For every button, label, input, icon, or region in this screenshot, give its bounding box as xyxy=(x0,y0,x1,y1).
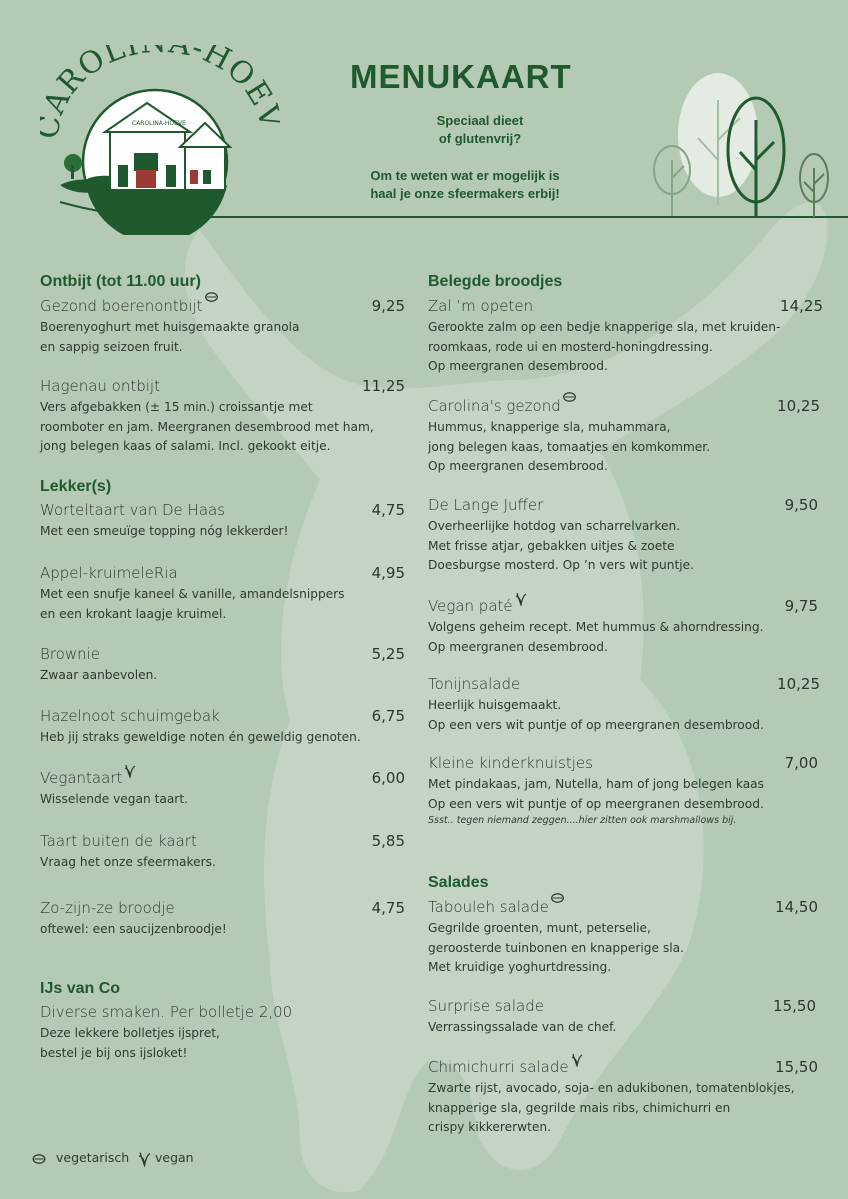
item-description: Heerlijk huisgemaakt. Op een vers wit puntje of op meergranen desembrood. xyxy=(428,698,764,732)
item-description: Zwarte rijst, avocado, soja- en adukibonen, tomatenblokjes, knapperige sla, gegrilde mais ribs, chimichurri en crispy kikkererwten. xyxy=(428,1081,795,1134)
menu-item xyxy=(40,500,405,542)
item-name: Diverse smaken. Per bolletje 2,00 xyxy=(40,1003,293,1021)
menu-item xyxy=(40,376,405,457)
item-name: Gezond boerenontbijt xyxy=(40,297,203,315)
item-price: 9,50 xyxy=(784,496,818,514)
item-name: Zo-zijn-ze broodje xyxy=(40,899,175,917)
item-price: 5,25 xyxy=(371,645,405,663)
menu-item xyxy=(428,674,820,735)
item-note: Ssst.. tegen niemand zeggen....hier zitten ook marshmallows bij. xyxy=(428,815,737,826)
vegetarian-icon xyxy=(205,292,218,302)
item-price: 4,75 xyxy=(371,501,405,519)
item-description: Deze lekkere bolletjes ijspret, bestel je bij ons ijsloket! xyxy=(40,1026,220,1060)
item-description: Met een snufje kaneel & vanille, amandelsnippers en een krokant laagje kruimel. xyxy=(40,587,345,621)
item-price: 4,75 xyxy=(371,899,405,917)
item-description: Heb jij straks geweldige noten én geweldig genoten. xyxy=(40,730,361,744)
item-price: 9,75 xyxy=(784,597,818,615)
item-price: 4,95 xyxy=(371,564,405,582)
vegan-icon xyxy=(515,592,527,606)
item-name: Tabouleh salade xyxy=(428,898,549,916)
menu-item xyxy=(40,898,405,940)
svg-text:CAROLINA-HOEVE: CAROLINA-HOEVE xyxy=(132,120,186,127)
item-price: 10,25 xyxy=(777,675,820,693)
item-description: Overheerlijke hotdog van scharrelvarken. Met frisse atjar, gebakken uitjes & zoete Doesburgse mosterd. Op ’n vers wit puntje. xyxy=(428,519,694,572)
item-name: Kleine kinderknuistjes xyxy=(428,754,593,772)
menu-item xyxy=(40,768,405,810)
vegan-icon xyxy=(124,764,136,778)
item-price: 9,25 xyxy=(371,297,405,315)
item-description: Zwaar aanbevolen. xyxy=(40,668,158,682)
item-price: 6,75 xyxy=(371,707,405,725)
vegan-icon xyxy=(571,1053,583,1067)
item-price: 10,25 xyxy=(777,397,820,415)
item-description: Met pindakaas, jam, Nutella, ham of jong belegen kaas Op een vers wit puntje of op meergranen desembrood. xyxy=(428,777,764,811)
section-title-ontbijt: Ontbijt (tot 11.00 uur) xyxy=(40,273,201,290)
item-description: Gegrilde groenten, munt, peterselie, geroosterde tuinbonen en knapperige sla. Met kruidige yoghurtdressing. xyxy=(428,921,684,974)
menu-item xyxy=(428,296,823,377)
item-price: 15,50 xyxy=(773,997,816,1015)
section-title-salades: Salades xyxy=(428,874,489,891)
item-description: Vers afgebakken (± 15 min.) croissantje met roomboter en jam. Meergranen desembrood met ham, jong belegen kaas of salami. Incl. gekookt eitje. xyxy=(40,400,374,453)
item-price: 15,50 xyxy=(775,1058,818,1076)
section-title-ijs: IJs van Co xyxy=(40,980,121,997)
logo-text: AROLI -HOE xyxy=(40,45,280,120)
legend-vegan: vegan xyxy=(138,1150,194,1167)
item-name: Vegan paté xyxy=(428,597,513,615)
vegetarian-icon xyxy=(551,893,564,903)
item-name: Brownie xyxy=(40,645,101,663)
item-price: 11,25 xyxy=(362,377,405,395)
menu-item xyxy=(428,596,818,657)
item-description: Boerenyoghurt met huisgemaakte granola en sappig seizoen fruit. xyxy=(40,320,300,354)
section-title-broodjes: Belegde broodjes xyxy=(428,273,563,290)
item-name: Appel-kruimeleRia xyxy=(40,564,178,582)
item-description: Vraag het onze sfeermakers. xyxy=(40,855,216,869)
item-description: Hummus, knapperige sla, muhammara, jong belegen kaas, tomaatjes en komkommer. Op meergranen desembrood. xyxy=(428,420,711,473)
item-name: Chimichurri salade xyxy=(428,1058,569,1076)
vegetarian-icon xyxy=(563,392,576,402)
menu-item xyxy=(40,296,405,357)
item-name: Surprise salade xyxy=(428,997,544,1015)
page-title: MENUKAART xyxy=(350,58,572,95)
item-name: Tonijnsalade xyxy=(428,675,521,693)
trees-decoration-icon xyxy=(0,60,848,230)
item-name: Worteltaart van De Haas xyxy=(40,501,226,519)
staff-note: Om te weten wat er mogelijk is haal je onze sfeermakers erbij! xyxy=(370,168,560,201)
item-description: Wisselende vegan taart. xyxy=(40,792,188,806)
item-price: 7,00 xyxy=(784,754,818,772)
item-description: Gerookte zalm op een bedje knapperige sla, met kruiden- roomkaas, rode ui en mosterd-honingdressing. Op meergranen desembrood. xyxy=(428,320,781,373)
vegetarian-icon xyxy=(32,1154,46,1164)
item-description: Volgens geheim recept. Met hummus & ahorndressing. Op meergranen desembrood. xyxy=(428,620,764,654)
item-name: Hazelnoot schuimgebak xyxy=(40,707,220,725)
menu-item xyxy=(40,831,405,873)
item-name: Carolina's gezond xyxy=(428,397,561,415)
menu-item xyxy=(428,396,820,477)
menu-item xyxy=(428,1057,818,1138)
item-description: oftewel: een saucijzenbroodje! xyxy=(40,922,227,936)
item-price: 14,50 xyxy=(775,898,818,916)
menu-item xyxy=(428,753,818,828)
item-name: Vegantaart xyxy=(40,769,123,787)
menu-item xyxy=(428,495,818,576)
item-price: 14,25 xyxy=(780,297,823,315)
item-description: Verrassingssalade van de chef. xyxy=(428,1020,617,1034)
item-name: Taart buiten de kaart xyxy=(40,832,197,850)
vegan-icon xyxy=(138,1151,151,1167)
item-price: 5,85 xyxy=(371,832,405,850)
item-name: De Lange Juffer xyxy=(428,496,544,514)
menu-item xyxy=(40,644,405,686)
section-title-lekker: Lekker(s) xyxy=(40,478,112,495)
item-price: 6,00 xyxy=(371,769,405,787)
menu-item xyxy=(40,1002,405,1063)
item-name: Zal ’m opeten xyxy=(428,297,534,315)
legend-vegetarian: vegetarisch xyxy=(32,1150,129,1165)
menu-item xyxy=(40,706,405,748)
diet-note: Speciaal dieet of glutenvrij? xyxy=(436,113,524,146)
menu-item xyxy=(428,996,816,1038)
menu-item xyxy=(428,897,818,978)
item-name: Hagenau ontbijt xyxy=(40,377,160,395)
item-description: Met een smeuïge topping nóg lekkerder! xyxy=(40,524,289,538)
menu-item xyxy=(40,563,405,624)
